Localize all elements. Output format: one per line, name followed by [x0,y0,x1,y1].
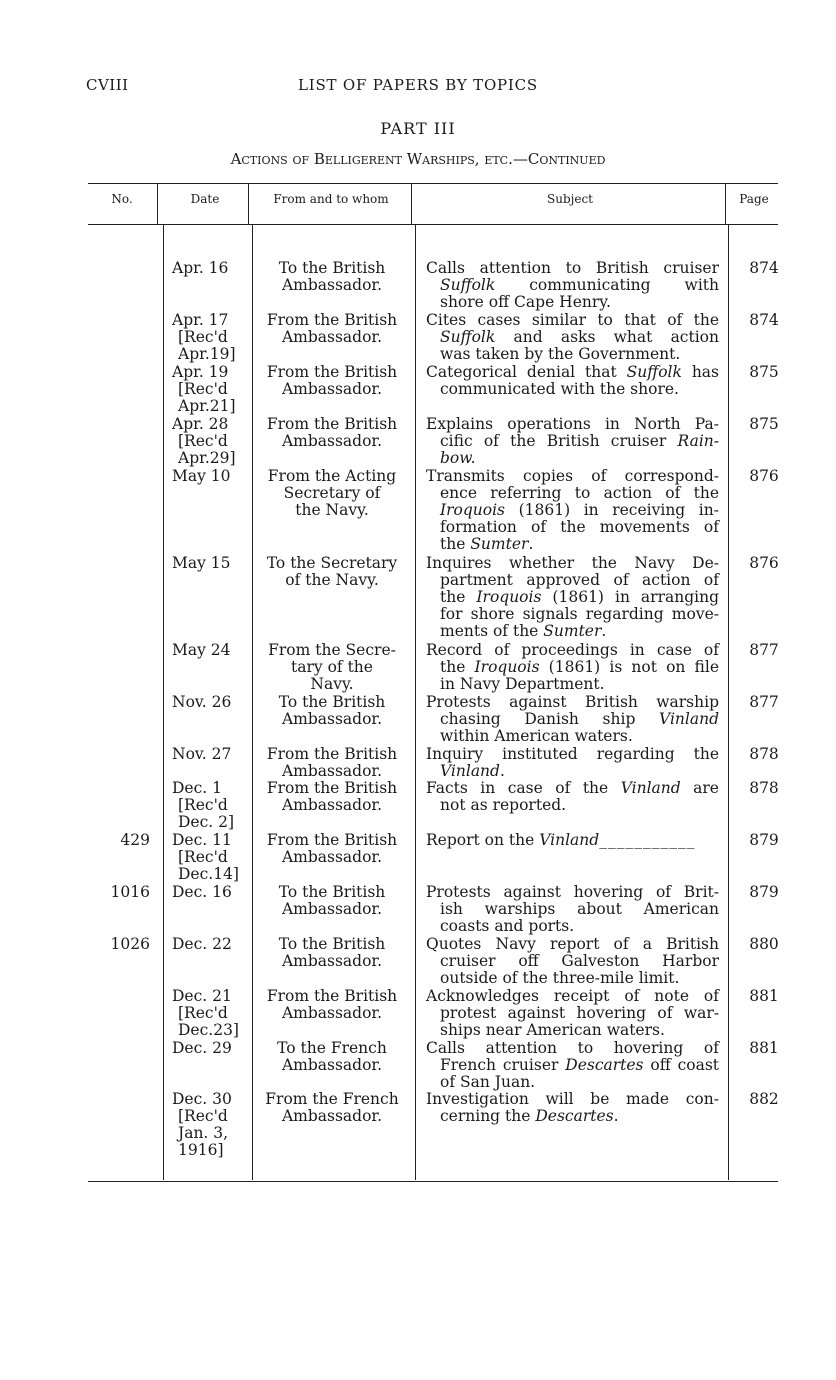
subject-cell [426,988,719,1039]
subject-text: Report on the [426,831,540,849]
subject-line [426,1022,719,1039]
page-ref: 874 [749,259,779,277]
ship-name: Vinland [620,779,681,797]
subject-text: the [440,588,477,606]
correspondent-line: To the British [278,935,386,953]
correspondent-cell [258,832,406,866]
column-divider [415,225,416,1180]
subject-line [426,450,719,467]
subject-line [426,970,719,987]
subject-text: the [440,658,475,676]
correspondent-line: Ambassador. [281,1107,383,1125]
part-heading: PART III [380,119,456,138]
ship-name: Iroquois [440,501,506,519]
subject-text: within American waters. [440,727,633,745]
date-cell [172,364,252,415]
table-bottom-rule [88,1181,778,1182]
correspondent-line: Secretary of [283,484,381,502]
subject-line [426,294,719,311]
page-ref: 875 [749,363,779,381]
subject-text: Quotes Navy report of a British [426,935,719,953]
subject-text: ships near American waters. [440,1021,665,1039]
date-line: Dec. 11 [172,831,232,849]
date-cell [172,694,252,711]
subject-text: (1861) in arranging [541,588,719,606]
subject-text: outside of the three-mile limit. [440,969,680,987]
date-line: 1916] [178,1141,224,1159]
correspondent-cell [258,555,406,589]
subject-text: Inquiry instituted regarding the [426,745,719,763]
correspondent-line: To the French [277,1039,387,1057]
correspondent-line: To the British [278,259,386,277]
subject-text: shore off Cape Henry. [440,293,611,311]
date-line: Dec. 21 [172,987,232,1005]
subject-text: Explains operations in North Pa- [426,415,719,433]
correspondent-line: To the British [278,693,386,711]
correspondent-cell [258,988,406,1022]
subject-text: not as reported. [440,796,567,814]
ship-name: Sumter [470,535,529,553]
correspondent-cell [258,468,406,519]
subject-text: . [601,622,607,640]
subject-cell [426,1040,719,1091]
subject-text: chasing Danish ship [440,710,660,728]
date-line: Nov. 26 [172,693,232,711]
subject-text: Categorical denial that [426,363,627,381]
subject-line [426,676,719,693]
page-ref: 879 [749,883,779,901]
ship-name: bow. [440,449,476,467]
subject-text: . [499,762,505,780]
subject-line [426,589,719,606]
date-line: Dec.23] [178,1021,239,1039]
correspondent-line: Ambassador. [281,710,383,728]
subject-text: French cruiser [440,1056,566,1074]
subject-line [426,763,719,780]
subject-line [426,416,719,433]
subject-line [426,1091,719,1108]
correspondent-line: Ambassador. [281,1004,383,1022]
correspondent-cell [258,694,406,728]
page-ref: 876 [749,467,779,485]
date-cell [172,746,252,763]
correspondent-cell [258,364,406,398]
correspondent-line: From the Secre- [268,641,396,659]
subject-line [426,884,719,901]
subject-line [426,1005,719,1022]
correspondent-line: Ambassador. [281,952,383,970]
subject-line [426,832,719,849]
subject-line [426,711,719,728]
date-cell [172,260,252,277]
page-ref: 881 [749,987,779,1005]
subject-line [426,918,719,935]
subject-line [426,502,719,519]
subject-text: . [528,535,534,553]
document-number: 429 [120,831,150,849]
subject-line [426,555,719,572]
date-line: [Rec'd [178,380,228,398]
date-line: Dec. 16 [172,883,232,901]
correspondent-line: Ambassador. [281,432,383,450]
page-ref: 877 [749,693,779,711]
subject-line [426,606,719,623]
subject-line [426,519,719,536]
ship-name: Descartes [565,1056,644,1074]
subject-text: (1861) is not on file [539,658,720,676]
page-ref: 878 [749,779,779,797]
subject-line [426,694,719,711]
correspondent-line: Ambassador. [281,796,383,814]
subject-line [426,1108,719,1125]
subject-text: Investigation will be made con- [426,1090,719,1108]
correspondent-line: Ambassador. [281,900,383,918]
subject-text: Cites cases similar to that of the [426,311,719,329]
subject-cell [426,260,719,311]
subject-line [426,1074,719,1091]
correspondent-cell [258,416,406,450]
dot-leader: ___________ [599,831,696,849]
subject-cell [426,780,719,814]
correspondent-line: From the Acting [267,467,397,485]
correspondent-cell [258,1040,406,1074]
running-title: LIST OF PAPERS BY TOPICS [297,76,539,94]
date-line: Jan. 3, [178,1124,229,1142]
date-line: [Rec'd [178,1004,228,1022]
correspondent-line: From the British [266,363,398,381]
column-header-from: From and to whom [273,192,389,206]
subject-text: (1861) in receiving in- [505,501,719,519]
subject-text: off coast [643,1056,720,1074]
correspondent-line: Ambassador. [281,848,383,866]
correspondent-cell [258,312,406,346]
correspondent-cell [258,642,406,693]
date-line: Apr. 16 [172,259,229,277]
date-line: Apr. 17 [172,311,229,329]
column-header-date: Date [190,192,220,206]
subject-text: are [680,779,719,797]
ship-name: Suffolk [626,363,682,381]
date-line: Dec.14] [178,865,239,883]
subject-cell [426,555,719,640]
subject-text: Acknowledges receipt of note of [426,987,719,1005]
subject-text: Calls attention to British cruiser [426,259,719,277]
correspondent-line: From the British [266,311,398,329]
date-line: May 24 [172,641,231,659]
page-ref: 876 [749,554,779,572]
subject-line [426,988,719,1005]
subject-text: cruiser off Galveston Harbor [440,952,719,970]
correspondent-line: Ambassador. [281,328,383,346]
date-line: [Rec'd [178,328,228,346]
column-header-no: No. [111,192,133,206]
subject-text: protest against hovering of war- [440,1004,719,1022]
subject-cell [426,468,719,553]
subject-text: has [681,363,719,381]
subject-text: Protests against British warship [426,693,719,711]
ship-name: Suffolk [440,328,496,346]
date-cell [172,884,252,901]
date-cell [172,780,252,831]
subject-line [426,536,719,553]
subject-line [426,642,719,659]
page-ref: 882 [749,1090,779,1108]
column-header-page: Page [739,192,769,206]
subject-text: for shore signals regarding move- [440,605,719,623]
subject-cell [426,312,719,363]
section-subtitle: Actions of Belligerent Warships, etc.—Continued [230,150,606,168]
subject-cell [426,832,719,849]
subject-text: Calls attention to hovering of [426,1039,719,1057]
correspondent-line: Ambassador. [281,1056,383,1074]
subject-text: partment approved of action of [440,571,719,589]
subject-line [426,659,719,676]
subject-line [426,1057,719,1074]
date-cell [172,555,252,572]
correspondent-line: From the British [266,987,398,1005]
correspondent-line: tary of the [291,658,373,676]
date-cell [172,988,252,1039]
column-divider [248,183,249,225]
date-cell [172,1091,252,1159]
date-line: Apr. 28 [172,415,229,433]
correspondent-line: of the Navy. [285,571,379,589]
date-cell [172,642,252,659]
subject-text: of San Juan. [440,1073,536,1091]
column-divider [157,183,158,225]
subject-text: Protests against hovering of Brit- [426,883,719,901]
page-ref: 877 [749,641,779,659]
ship-name: Rain- [677,432,719,450]
page-number: CVIII [86,76,129,94]
column-header-subject: Subject [547,192,593,206]
subject-cell [426,746,719,780]
column-divider [725,183,726,225]
subject-line [426,728,719,745]
date-line: Apr.29] [178,449,236,467]
subject-text: . [613,1107,619,1125]
correspondent-cell [258,260,406,294]
date-line: Nov. 27 [172,745,232,763]
page-ref: 881 [749,1039,779,1057]
correspondent-line: Ambassador. [281,762,383,780]
ship-name: Vinland [440,762,500,780]
column-divider [252,225,253,1180]
correspondent-line: Ambassador. [281,380,383,398]
subject-cell [426,1091,719,1125]
ship-name: Sumter [543,622,602,640]
date-line: Apr.19] [178,345,236,363]
column-divider [411,183,412,225]
subject-text: the [440,535,471,553]
subject-text: cific of the British cruiser [440,432,678,450]
subject-cell [426,936,719,987]
correspondent-cell [258,884,406,918]
document-number: 1016 [110,883,150,901]
correspondent-cell [258,780,406,814]
subject-cell [426,694,719,745]
subject-line [426,329,719,346]
page-ref: 878 [749,745,779,763]
subject-text: and asks what action [495,328,719,346]
subject-text: Transmits copies of correspond- [426,467,719,485]
subject-line [426,381,719,398]
subject-cell [426,416,719,467]
subject-line [426,1040,719,1057]
subject-line [426,485,719,502]
ship-name: Iroquois [476,588,542,606]
correspondent-cell [258,936,406,970]
correspondent-line: Ambassador. [281,276,383,294]
correspondent-line: From the British [266,415,398,433]
subject-text: was taken by the Government. [440,345,681,363]
column-divider [163,225,164,1180]
date-line: [Rec'd [178,1107,228,1125]
subject-text: in Navy Department. [440,675,605,693]
subject-text: coasts and ports. [440,917,575,935]
ship-name: Descartes [535,1107,614,1125]
date-line: May 15 [172,554,231,572]
subject-cell [426,364,719,398]
subject-line [426,746,719,763]
subject-text: formation of the movements of [440,518,719,536]
correspondent-cell [258,1091,406,1125]
subject-text: communicated with the shore. [440,380,679,398]
subject-line [426,260,719,277]
subject-line [426,572,719,589]
table-top-rule [88,183,778,184]
subject-line [426,623,719,640]
subject-text: Facts in case of the [426,779,621,797]
date-line: Dec. 2] [178,813,235,831]
correspondent-line: From the British [266,831,398,849]
date-line: Apr.21] [178,397,236,415]
correspondent-line: To the British [278,883,386,901]
page-ref: 875 [749,415,779,433]
date-line: May 10 [172,467,231,485]
subject-line [426,364,719,381]
correspondent-line: From the French [265,1090,399,1108]
subject-line [426,797,719,814]
date-line: Dec. 29 [172,1039,232,1057]
correspondent-cell [258,746,406,780]
subject-text: ish warships about American [440,900,719,918]
subject-line [426,277,719,294]
subject-line [426,312,719,329]
date-line: [Rec'd [178,848,228,866]
date-line: Dec. 30 [172,1090,232,1108]
date-cell [172,936,252,953]
date-line: [Rec'd [178,796,228,814]
date-line: Dec. 1 [172,779,222,797]
subject-line [426,953,719,970]
correspondent-line: From the British [266,745,398,763]
date-cell [172,312,252,363]
date-cell [172,832,252,883]
correspondent-line: Navy. [310,675,354,693]
correspondent-line: From the British [266,779,398,797]
page-ref: 880 [749,935,779,953]
subject-text: cerning the [440,1107,536,1125]
column-divider [728,225,729,1180]
date-cell [172,416,252,467]
page-ref: 874 [749,311,779,329]
subject-text: ments of the [440,622,544,640]
table-header-rule [88,224,778,225]
subject-text: Record of proceedings in case of [426,641,719,659]
ship-name: Iroquois [474,658,540,676]
subject-cell [426,642,719,693]
date-line: [Rec'd [178,432,228,450]
ship-name: Vinland [659,710,719,728]
subject-line [426,468,719,485]
page-ref: 879 [749,831,779,849]
ship-name: Suffolk [440,276,496,294]
date-cell [172,468,252,485]
subject-cell [426,884,719,935]
subject-line [426,346,719,363]
correspondent-line: the Navy. [295,501,369,519]
date-line: Apr. 19 [172,363,229,381]
subject-text: communicating with [495,276,719,294]
subject-line [426,901,719,918]
subject-text: ence referring to action of the [440,484,719,502]
subject-line [426,780,719,797]
document-number: 1026 [110,935,150,953]
date-line: Dec. 22 [172,935,232,953]
subject-line [426,433,719,450]
subject-line [426,936,719,953]
subject-text: Inquires whether the Navy De- [426,554,719,572]
date-cell [172,1040,252,1057]
correspondent-line: To the Secretary [266,554,398,572]
ship-name: Vinland [539,831,600,849]
